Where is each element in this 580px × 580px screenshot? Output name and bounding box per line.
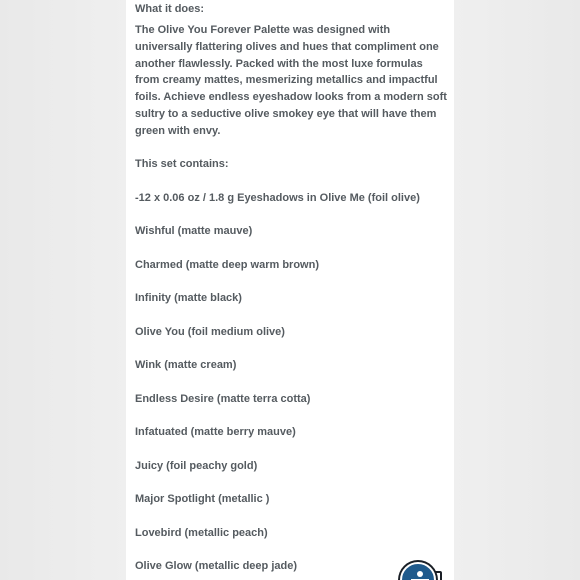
shade-item: Endless Desire (matte terra cotta) bbox=[135, 393, 311, 405]
accessibility-button[interactable] bbox=[398, 560, 446, 580]
shade-item: Olive You (foil medium olive) bbox=[135, 326, 285, 338]
accessibility-person-icon bbox=[400, 562, 436, 580]
product-description-card bbox=[126, 0, 454, 580]
quantity-line: -12 x 0.06 oz / 1.8 g Eyeshadows in Olive Me (foil olive) bbox=[135, 192, 420, 204]
shade-item: Infatuated (matte berry mauve) bbox=[135, 426, 296, 438]
set-contents-heading: This set contains: bbox=[135, 158, 229, 170]
shade-item: Wink (matte cream) bbox=[135, 359, 237, 371]
description-paragraph: The Olive You Forever Palette was designed with universally flattering olives and hues that compliment one another flawlessly. Packed with the most luxe formulas from creamy mattes, mesmerizing metallics and impactful foils. Achieve endless eyeshadow looks from a modern soft sultry to a seductive olive smokey eye that will have them green with envy. bbox=[135, 24, 447, 137]
shade-item: Wishful (matte mauve) bbox=[135, 225, 253, 237]
person-head bbox=[417, 571, 423, 577]
shade-item: Juicy (foil peachy gold) bbox=[135, 460, 258, 472]
shade-item: Charmed (matte deep warm brown) bbox=[135, 259, 319, 271]
shade-item: Infinity (matte black) bbox=[135, 292, 242, 304]
cut-off-heading: What it does: bbox=[135, 3, 205, 15]
shade-item: Lovebird (metallic peach) bbox=[135, 527, 268, 539]
shade-item: Major Spotlight (metallic ) bbox=[135, 493, 270, 505]
shade-item: Olive Glow (metallic deep jade) bbox=[135, 560, 297, 572]
